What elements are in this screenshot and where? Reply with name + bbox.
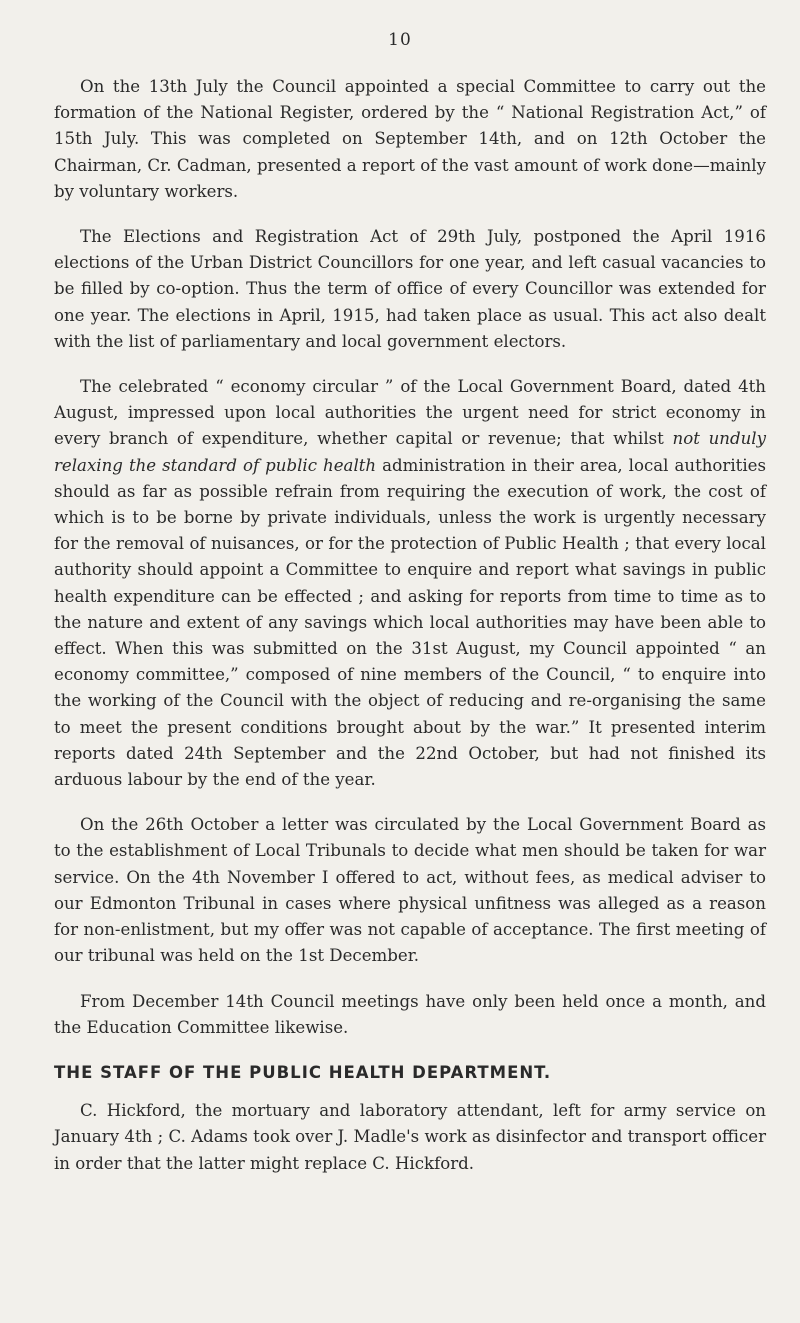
paragraph-council-meetings: From December 14th Council meetings have only been held once a month, and the Education Committee likewise. — [54, 991, 766, 1037]
paragraph-local-tribunals: On the 26th October a letter was circulated by the Local Government Board as to the establishment of Local Tribunals to decide what men should be taken for war service. On the 4th November I offered to act, without fees, as medical adviser to our Edmonton Tribunal in cases where physical unfitness was alleged as a reason for non-enlistment, but my offer was not capable of acceptance. The first meeting of our tribunal was held on the 1st December. — [54, 815, 766, 966]
paragraph-national-register: On the 13th July the Council appointed a special Committee to carry out the formation of the National Register, ordered by the “ National Registration Act,” of 15th July. This was completed on September 14th, and on 12th October the Chairman, Cr. Cadman, presented a report of the vast amount of work done—mainly by voluntary workers. — [54, 77, 766, 201]
paragraph-economy-circular — [54, 374, 766, 793]
body-text — [54, 74, 766, 1196]
section-heading-staff: THE STAFF OF THE PUBLIC HEALTH DEPARTMENT. — [54, 1062, 552, 1082]
economy-circular-italic-phrase: not unduly relaxing the standard of public health — [54, 429, 766, 475]
paragraph-elections-act: The Elections and Registration Act of 29th July, postponed the April 1916 elections of the Urban District Councillors for one year, and left casual vacancies to be filled by co-option. Thus the term of office of every Councillor was extended for one year. The elections in April, 1915, had taken place as usual. This act also dealt with the list of parliamentary and local government electors. — [54, 227, 766, 351]
paragraph-staff-changes: C. Hickford, the mortuary and laboratory attendant, left for army service on January 4th ; C. Adams took over J. Madle's work as disinfector and transport officer in order that the latter might replace C. Hickford. — [54, 1101, 766, 1173]
page-number: 10 — [388, 30, 412, 50]
economy-circular-text-start: The celebrated “ economy circular ” of the Local Government Board, dated 4th August, impressed upon local authorities the urgent need for strict economy in every branch of expenditure, whether capital or revenue; that whilst — [54, 377, 766, 449]
economy-circular-text-end: administration in their area, local authorities should as far as possible refrain from requiring the execution of work, the cost of which is to be borne by private individuals, unless the work is urgently necessary for the removal of nuisances, or for the protection of Public Health ; that every local authority should appoint a Committee to enquire and report what savings in public health expenditure can be effected ; and asking for reports from time to time as to the nature and extent of any savings which local authorities may have been able to effect. When this was submitted on the 31st August, my Council appointed “ an economy committee,” composed of nine members of the Council, “ to enquire into the working of the Council with the object of reducing and re-organising the same to meet the present conditions brought about by the war.” It presented interim reports dated 24th September and the 22nd October, but had not finished its arduous labour by the end of the year. — [54, 455, 766, 790]
